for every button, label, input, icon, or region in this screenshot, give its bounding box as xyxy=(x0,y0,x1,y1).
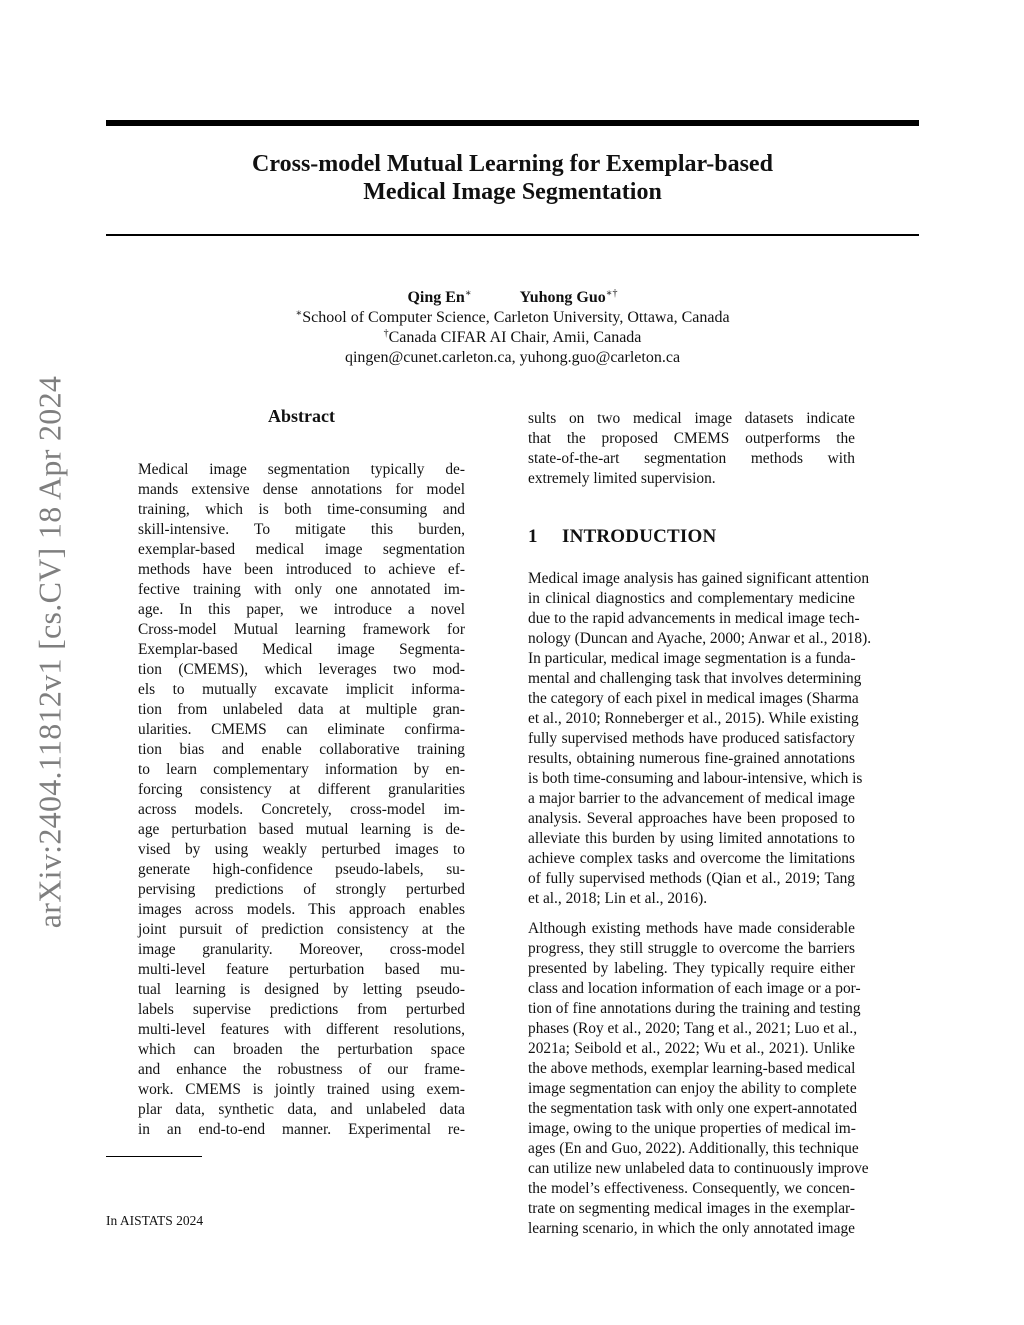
abstract-line: which can broaden the perturbation space xyxy=(138,1041,465,1058)
abstract-heading: Abstract xyxy=(268,406,335,426)
abstract-line: across models. Concretely, cross-model im- xyxy=(138,801,465,818)
introduction-line: the segmentation task with only one expert-annotated xyxy=(528,1100,858,1117)
abstract-line: Medical image segmentation typically de- xyxy=(138,461,465,478)
introduction-line: nology (Duncan and Ayache, 2000; Anwar et al., 2018). xyxy=(528,630,872,647)
introduction-line: image, owing to the unique properties of medical im- xyxy=(528,1120,856,1137)
introduction-line: learning scenario, in which the only annotated image xyxy=(528,1220,855,1237)
introduction-line: fully supervised methods have produced satisfactory xyxy=(528,730,855,747)
affiliation-2 xyxy=(106,328,919,348)
abstract-body xyxy=(138,460,465,1140)
introduction-line: mental and challenging task that involves determining xyxy=(528,670,862,687)
abstract-continued xyxy=(528,409,855,489)
affiliation-2-mark: † xyxy=(383,328,389,339)
author-emails: qingen@cunet.carleton.ca, yuhong.guo@carleton.ca xyxy=(344,349,681,366)
introduction-line: is both time-consuming and labour-intensive, which is xyxy=(528,770,863,787)
introduction-line: presented by labeling. They typically require either xyxy=(528,960,855,977)
abstract-line: that the proposed CMEMS outperforms the xyxy=(528,430,855,447)
introduction-line: analysis. Several approaches have been proposed to xyxy=(528,810,855,827)
title-line-2: Medical Image Segmentation xyxy=(363,179,662,205)
introduction-line: trate on segmenting medical images in the exemplar- xyxy=(528,1200,855,1217)
author-names xyxy=(106,288,919,308)
introduction-line: a major barrier to the advancement of medical image xyxy=(528,790,855,807)
abstract-line: Exemplar-based Medical image Segmenta- xyxy=(138,641,465,658)
introduction-line: Medical image analysis has gained significant attention xyxy=(528,570,870,587)
title-line-1: Cross-model Mutual Learning for Exemplar-based xyxy=(252,151,773,177)
abstract-line: methods have been introduced to achieve ef- xyxy=(138,561,465,578)
abstract-line: work. CMEMS is jointly trained using exem- xyxy=(138,1081,465,1098)
abstract-line: Cross-model Mutual learning framework for xyxy=(138,621,465,638)
author-2 xyxy=(520,288,618,308)
paper-title xyxy=(106,150,919,206)
abstract-line: tion (CMEMS), which leverages two mod- xyxy=(138,661,465,678)
affiliation-1-text: School of Computer Science, Carleton University, Ottawa, Canada xyxy=(302,309,730,326)
abstract-line: in an end-to-end manner. Experimental re- xyxy=(138,1121,465,1138)
arxiv-id: arXiv:2404.11812v1 [cs.CV] 18 Apr 2024 xyxy=(31,375,68,929)
abstract-line: ularities. CMEMS can eliminate confirma- xyxy=(138,721,465,738)
introduction-line: alleviate this burden by using limited annotations to xyxy=(528,830,855,847)
abstract-line: exemplar-based medical image segmentation xyxy=(138,541,465,558)
author-2-name: Yuhong Guo xyxy=(519,289,606,306)
introduction-line: Although existing methods have made considerable xyxy=(528,920,855,937)
introduction-line: can utilize new unlabeled data to continuously improve xyxy=(528,1160,869,1177)
introduction-line: due to the rapid advancements in medical image tech- xyxy=(528,610,860,627)
abstract-line: age. In this paper, we introduce a novel xyxy=(138,601,465,618)
abstract-line: images across models. This approach enables xyxy=(138,901,465,918)
introduction-line: tion of fine annotations during the training and testing xyxy=(528,1000,861,1017)
affiliation-1 xyxy=(106,308,919,328)
abstract-line: tion from unlabeled data at multiple gran- xyxy=(138,701,465,718)
abstract-line: generate high-confidence pseudo-labels, su- xyxy=(138,861,465,878)
abstract-line: state-of-the-art segmentation methods with xyxy=(528,450,855,467)
abstract-line: extremely limited supervision. xyxy=(528,470,716,487)
introduction-line: image segmentation can enjoy the ability to complete xyxy=(528,1080,857,1097)
section-heading-introduction xyxy=(528,526,716,548)
introduction-line: achieve complex tasks and overcome the limitations xyxy=(528,850,855,867)
abstract-line: multi-level features with different resolutions, xyxy=(138,1021,465,1038)
introduction-line: in clinical diagnostics and complementary medicine xyxy=(528,590,855,607)
abstract-line: age perturbation based mutual learning is de- xyxy=(138,821,465,838)
introduction-line: ages (En and Guo, 2022). Additionally, this technique xyxy=(528,1140,859,1157)
abstract-line: plar data, synthetic data, and unlabeled data xyxy=(138,1101,465,1118)
introduction-line: 2021a; Seibold et al., 2022; Wu et al., 2021). Unlike xyxy=(528,1040,855,1057)
introduction-line: of fully supervised methods (Qian et al., 2019; Tang xyxy=(528,870,855,887)
abstract-line: mands extensive dense annotations for model xyxy=(138,481,465,498)
abstract-line: joint pursuit of prediction consistency at the xyxy=(138,921,465,938)
affiliation-1-mark: ∗ xyxy=(295,308,303,319)
abstract-line: and enhance the robustness of our frame- xyxy=(138,1061,465,1078)
author-1 xyxy=(407,288,471,308)
author-block xyxy=(106,288,919,368)
abstract-line: labels supervise predictions from perturbed xyxy=(138,1001,465,1018)
introduction-line: phases (Roy et al., 2020; Tang et al., 2021; Luo et al., xyxy=(528,1020,858,1037)
introduction-line: the model’s effectiveness. Consequently, we concen- xyxy=(528,1180,855,1197)
introduction-line: the category of each pixel in medical images (Sharma xyxy=(528,690,859,707)
venue-footnote: In AISTATS 2024 xyxy=(106,1213,204,1228)
abstract-line: multi-level feature perturbation based mu- xyxy=(138,961,465,978)
introduction-line: class and location information of each image or a por- xyxy=(528,980,861,997)
introduction-line: progress, they still struggle to overcome the barriers xyxy=(528,940,855,957)
author-1-name: Qing En xyxy=(407,289,465,306)
footnote-rule xyxy=(106,1156,202,1157)
abstract-line: tual learning is designed by letting pseudo- xyxy=(138,981,465,998)
abstract-line: els to mutually excavate implicit informa- xyxy=(138,681,465,698)
affiliation-2-text: Canada CIFAR AI Chair, Amii, Canada xyxy=(388,329,642,346)
author-1-mark: ∗ xyxy=(464,288,472,299)
abstract-line: to learn complementary information by en- xyxy=(138,761,465,778)
abstract-line: vised by using weakly perturbed images to xyxy=(138,841,465,858)
section-title: INTRODUCTION xyxy=(562,526,717,547)
introduction-line: et al., 2010; Ronneberger et al., 2015). While existing xyxy=(528,710,859,727)
introduction-line: In particular, medical image segmentation is a funda- xyxy=(528,650,856,667)
abstract-line: image granularity. Moreover, cross-model xyxy=(138,941,465,958)
title-bottom-rule xyxy=(106,234,919,236)
author-2-mark: ∗† xyxy=(605,288,618,299)
introduction-line: the above methods, exemplar learning-based medical xyxy=(528,1060,856,1077)
abstract-line: fective training with only one annotated im- xyxy=(138,581,465,598)
abstract-line: training, which is both time-consuming and xyxy=(138,501,465,518)
introduction-paragraph-2 xyxy=(528,919,869,1239)
abstract-line: pervising predictions of strongly perturbed xyxy=(138,881,465,898)
section-number: 1 xyxy=(528,526,538,547)
introduction-line: results, obtaining numerous fine-grained annotations xyxy=(528,750,855,767)
abstract-line: skill-intensive. To mitigate this burden, xyxy=(138,521,465,538)
abstract-line: forcing consistency at different granularities xyxy=(138,781,465,798)
title-top-rule xyxy=(106,120,919,126)
abstract-line: sults on two medical image datasets indicate xyxy=(528,410,855,427)
introduction-paragraph-1 xyxy=(528,569,872,909)
introduction-line: et al., 2018; Lin et al., 2016). xyxy=(528,890,708,907)
abstract-line: tion bias and enable collaborative training xyxy=(138,741,465,758)
